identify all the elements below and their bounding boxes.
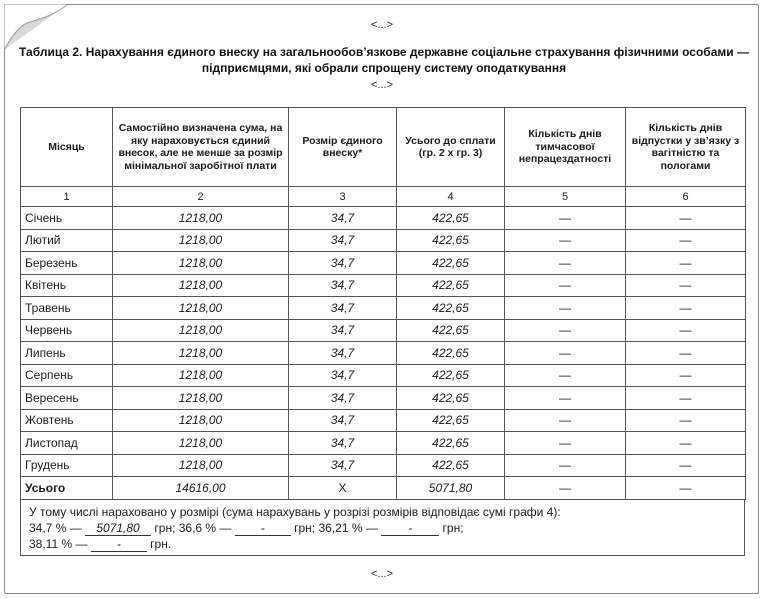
table-row bbox=[21, 319, 746, 342]
rate-38-11-label: 38,11 % — bbox=[29, 537, 88, 551]
cell-base: 1218,00 bbox=[113, 432, 289, 455]
cell-total: 422,65 bbox=[397, 252, 505, 275]
cell-month: Листопад bbox=[21, 432, 113, 455]
table-title-line1: Таблица 2. Нарахування єдиного внеску на загальнообов’язкове державне соціальне страхування фізичними особами — bbox=[19, 45, 749, 59]
rate-34-7-value: 5071,80 bbox=[85, 522, 151, 536]
cell-month: Червень bbox=[21, 319, 113, 342]
header-month: Місяць bbox=[21, 108, 113, 187]
column-number: 3 bbox=[289, 187, 397, 207]
cell-sick-days: — bbox=[505, 229, 626, 252]
rate-38-11-value: - bbox=[91, 538, 147, 552]
cell-sick-days: — bbox=[505, 342, 626, 365]
cell-maternity-days: — bbox=[626, 274, 746, 297]
cell-total: 422,65 bbox=[397, 319, 505, 342]
cell-total: 422,65 bbox=[397, 432, 505, 455]
cell-maternity-days: — bbox=[626, 252, 746, 275]
cell-sick-days: — bbox=[505, 387, 626, 410]
table-title-line2: підприємцями, які обрали спрощену систему оподаткування bbox=[201, 61, 567, 75]
cell-total: 422,65 bbox=[397, 274, 505, 297]
rate-breakdown-note bbox=[20, 500, 745, 556]
ellipsis-top: <...> bbox=[370, 19, 394, 31]
cell-base: 1218,00 bbox=[113, 319, 289, 342]
cell-sick-days: — bbox=[505, 364, 626, 387]
cell-rate: 34,7 bbox=[289, 342, 397, 365]
cell-month: Серпень bbox=[21, 364, 113, 387]
table-row bbox=[21, 432, 746, 455]
rate-38-11-unit: грн. bbox=[150, 537, 172, 551]
cell-base: 1218,00 bbox=[113, 274, 289, 297]
cell-month: Грудень bbox=[21, 454, 113, 477]
column-number: 6 bbox=[626, 187, 746, 207]
rate-36-6-value: - bbox=[235, 522, 291, 536]
cell-rate: 34,7 bbox=[289, 387, 397, 410]
total-row bbox=[21, 477, 746, 500]
cell-base: 1218,00 bbox=[113, 364, 289, 387]
table-row bbox=[21, 207, 746, 230]
cell-sick-days: — bbox=[505, 252, 626, 275]
cell-sick-days: — bbox=[505, 297, 626, 320]
cell-base: 1218,00 bbox=[113, 229, 289, 252]
cell-total-base: 14616,00 bbox=[113, 477, 289, 500]
cell-total: 422,65 bbox=[397, 342, 505, 365]
cell-sick-days: — bbox=[505, 207, 626, 230]
cell-base: 1218,00 bbox=[113, 297, 289, 320]
header-row bbox=[21, 108, 746, 187]
table-row bbox=[21, 229, 746, 252]
table-row bbox=[21, 454, 746, 477]
cell-maternity-days: — bbox=[626, 297, 746, 320]
header-base: Самостійно визначена сума, на яку нараховується єдиний внесок, але не менше за розмір мінімальної заробітної плати bbox=[113, 108, 289, 187]
table-row bbox=[21, 274, 746, 297]
cell-maternity-days: — bbox=[626, 432, 746, 455]
cell-month: Липень bbox=[21, 342, 113, 365]
header-rate: Розмір єдиного внеску* bbox=[289, 108, 397, 187]
ellipsis-mid: <...> bbox=[370, 79, 394, 91]
table-row bbox=[21, 387, 746, 410]
table-row bbox=[21, 297, 746, 320]
cell-month: Травень bbox=[21, 297, 113, 320]
note-line3 bbox=[29, 536, 736, 552]
cell-total-sum: 5071,80 bbox=[397, 477, 505, 500]
header-total: Усього до сплати (гр. 2 х гр. 3) bbox=[397, 108, 505, 187]
cell-month: Вересень bbox=[21, 387, 113, 410]
cell-maternity-days: — bbox=[626, 342, 746, 365]
table-title bbox=[14, 44, 754, 76]
cell-rate: 34,7 bbox=[289, 432, 397, 455]
cell-rate: 34,7 bbox=[289, 252, 397, 275]
rate-36-6-label: грн; 36,6 % — bbox=[154, 521, 232, 535]
cell-sick-days: — bbox=[505, 319, 626, 342]
table-row bbox=[21, 342, 746, 365]
header-maternity-days: Кількість днів відпустки у зв’язку з вагітністю та пологами bbox=[626, 108, 746, 187]
cell-total-sick-days: — bbox=[505, 477, 626, 500]
cell-month: Лютий bbox=[21, 229, 113, 252]
header-sick-days: Кількість днів тимчасової непрацездатності bbox=[505, 108, 626, 187]
rate-36-21-value: - bbox=[381, 522, 439, 536]
cell-month: Жовтень bbox=[21, 409, 113, 432]
cell-total-maternity-days: — bbox=[626, 477, 746, 500]
cell-month: Квітень bbox=[21, 274, 113, 297]
cell-total: 422,65 bbox=[397, 454, 505, 477]
cell-rate: 34,7 bbox=[289, 229, 397, 252]
cell-rate: 34,7 bbox=[289, 319, 397, 342]
rate-36-21-unit: грн; bbox=[442, 521, 464, 535]
cell-rate: 34,7 bbox=[289, 274, 397, 297]
cell-maternity-days: — bbox=[626, 364, 746, 387]
cell-total: 422,65 bbox=[397, 229, 505, 252]
cell-total: 422,65 bbox=[397, 409, 505, 432]
cell-total: 422,65 bbox=[397, 207, 505, 230]
cell-sick-days: — bbox=[505, 274, 626, 297]
cell-maternity-days: — bbox=[626, 229, 746, 252]
cell-base: 1218,00 bbox=[113, 207, 289, 230]
cell-base: 1218,00 bbox=[113, 252, 289, 275]
column-number: 2 bbox=[113, 187, 289, 207]
cell-month: Березень bbox=[21, 252, 113, 275]
cell-base: 1218,00 bbox=[113, 454, 289, 477]
cell-maternity-days: — bbox=[626, 409, 746, 432]
column-number: 4 bbox=[397, 187, 505, 207]
cell-total: 422,65 bbox=[397, 387, 505, 410]
cell-maternity-days: — bbox=[626, 454, 746, 477]
column-number: 1 bbox=[21, 187, 113, 207]
cell-rate: 34,7 bbox=[289, 207, 397, 230]
cell-base: 1218,00 bbox=[113, 342, 289, 365]
cell-base: 1218,00 bbox=[113, 409, 289, 432]
cell-rate: 34,7 bbox=[289, 364, 397, 387]
table-row bbox=[21, 364, 746, 387]
cell-rate: 34,7 bbox=[289, 454, 397, 477]
cell-maternity-days: — bbox=[626, 319, 746, 342]
cell-sick-days: — bbox=[505, 432, 626, 455]
table-row bbox=[21, 409, 746, 432]
rate-36-21-label: грн; 36,21 % — bbox=[294, 521, 378, 535]
column-number-row bbox=[21, 187, 746, 207]
cell-rate: 34,7 bbox=[289, 297, 397, 320]
note-line1: У тому числі нараховано у розмірі (сума нарахувань у розрізі розмірів відповідає сумі графи 4): bbox=[29, 505, 561, 519]
table-row bbox=[21, 252, 746, 275]
rate-34-7-label: 34,7 % — bbox=[29, 521, 82, 535]
cell-rate: 34,7 bbox=[289, 409, 397, 432]
cell-month: Січень bbox=[21, 207, 113, 230]
cell-sick-days: — bbox=[505, 454, 626, 477]
cell-total-label: Усього bbox=[21, 477, 113, 500]
cell-total: 422,65 bbox=[397, 364, 505, 387]
note-line2 bbox=[29, 520, 736, 536]
contribution-table bbox=[20, 107, 746, 500]
cell-base: 1218,00 bbox=[113, 387, 289, 410]
cell-maternity-days: — bbox=[626, 207, 746, 230]
cell-maternity-days: — bbox=[626, 387, 746, 410]
cell-total-rate: Х bbox=[289, 477, 397, 500]
ellipsis-bottom: <...> bbox=[370, 568, 394, 580]
cell-sick-days: — bbox=[505, 409, 626, 432]
cell-total: 422,65 bbox=[397, 297, 505, 320]
column-number: 5 bbox=[505, 187, 626, 207]
